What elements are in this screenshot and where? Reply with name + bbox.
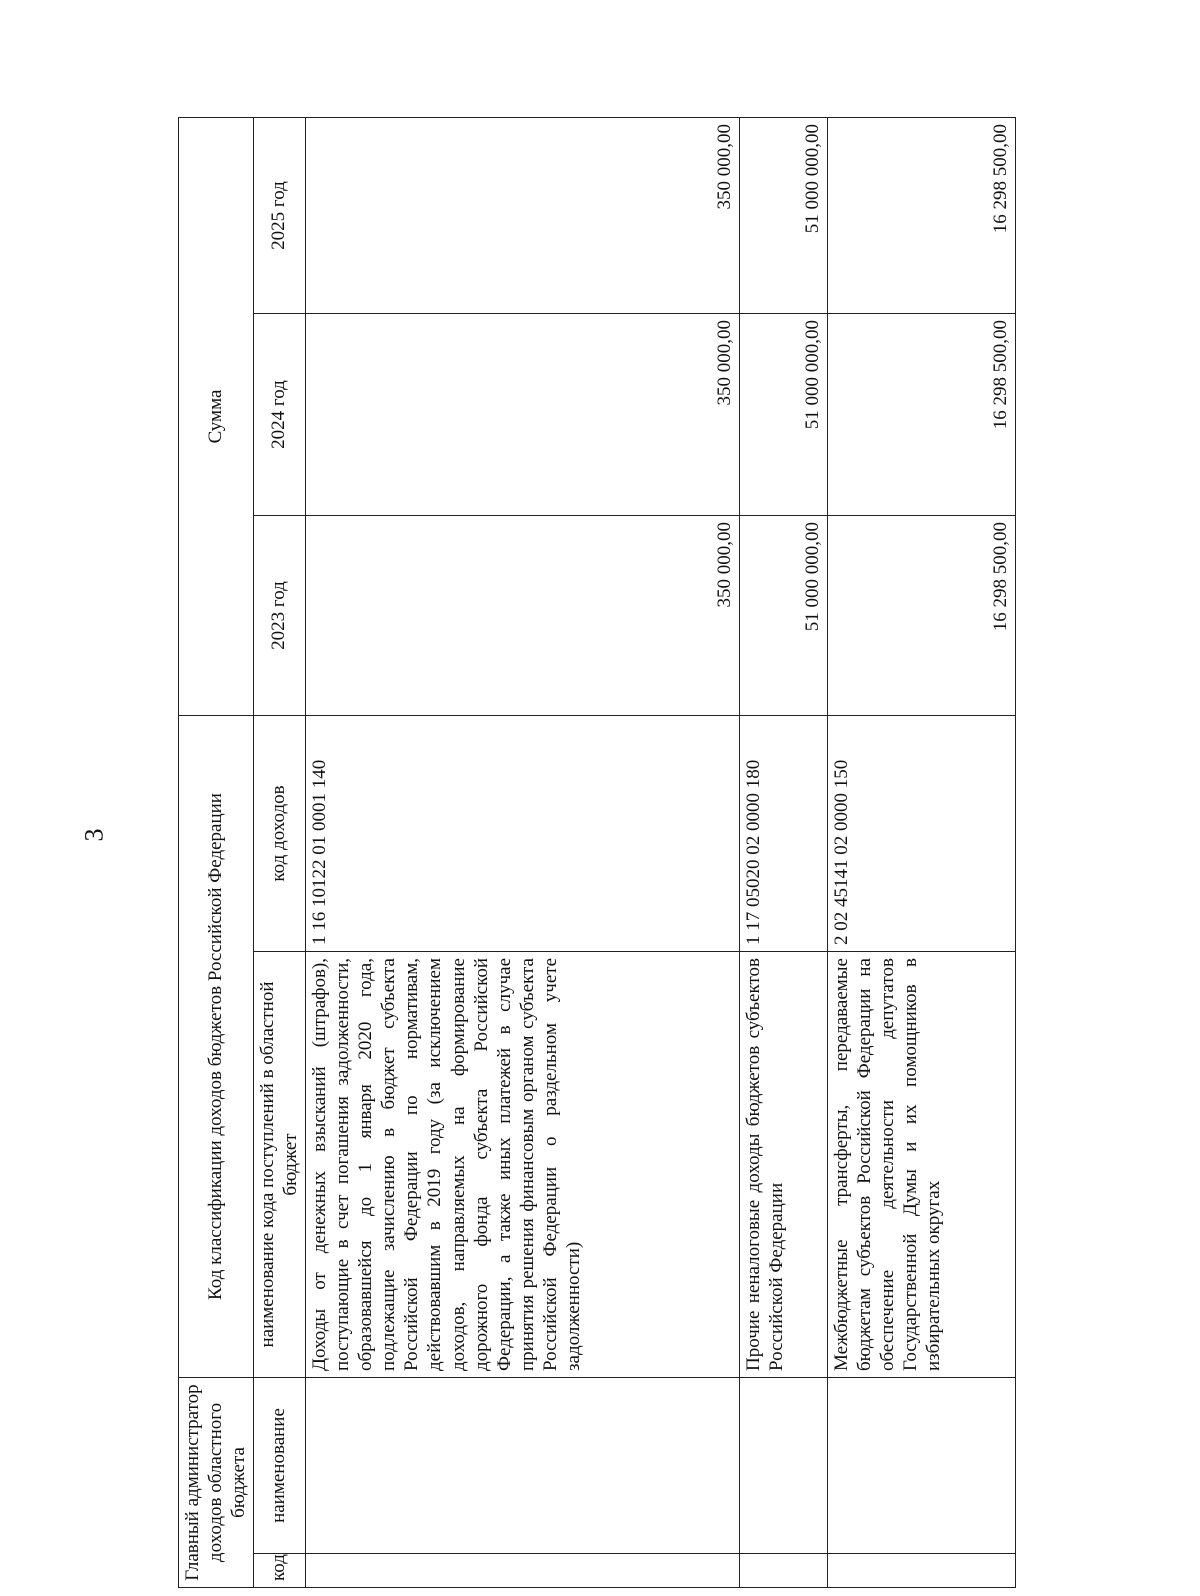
cell-sum-2025: 51 000 000,00 (739, 117, 827, 313)
cell-admin-code (305, 1554, 739, 1588)
cell-admin-code (739, 1554, 827, 1588)
header-income-name: наименование кода поступлений в областной бюджет (253, 952, 305, 1378)
table-frame (178, 118, 1012, 1588)
header-year-2025: 2025 год (253, 117, 305, 313)
cell-sum-2023: 51 000 000,00 (739, 516, 827, 716)
header-admin-code: код (253, 1554, 305, 1588)
header-year-2024: 2024 год (253, 314, 305, 516)
header-classification-group: Код классификации доходов бюджетов Российской Федерации (179, 716, 254, 1378)
header-admin-name: наименование (253, 1378, 305, 1554)
cell-income-code: 1 17 05020 02 0000 180 (739, 716, 827, 952)
table-row (827, 117, 1015, 1587)
table-row (305, 117, 739, 1587)
revenue-classification-table (178, 117, 1016, 1588)
cell-income-code: 2 02 45141 02 0000 150 (827, 716, 1015, 952)
cell-income-name: Межбюджетные трансферты, передаваемые бюджетам субъектов Российской Федерации на обеспечение деятельности депутатов Государственной Думы и их помощников в избирательных округах (827, 952, 1015, 1378)
cell-sum-2025: 350 000,00 (305, 117, 739, 313)
page-number: 3 (79, 828, 109, 842)
cell-sum-2024: 350 000,00 (305, 314, 739, 516)
cell-sum-2024: 51 000 000,00 (739, 314, 827, 516)
cell-income-code: 1 16 10122 01 0001 140 (305, 716, 739, 952)
cell-sum-2025: 16 298 500,00 (827, 117, 1015, 313)
header-sum-group: Сумма (179, 117, 254, 715)
cell-admin-name (305, 1378, 739, 1554)
cell-sum-2024: 16 298 500,00 (827, 314, 1015, 516)
rotated-table-wrapper (178, 118, 1012, 1588)
cell-sum-2023: 16 298 500,00 (827, 516, 1015, 716)
cell-admin-code (827, 1554, 1015, 1588)
table-row (739, 117, 827, 1587)
header-income-code: код доходов (253, 716, 305, 952)
cell-sum-2023: 350 000,00 (305, 516, 739, 716)
header-year-2023: 2023 год (253, 516, 305, 716)
cell-admin-name (739, 1378, 827, 1554)
cell-admin-name (827, 1378, 1015, 1554)
header-admin-group: Главный администратор доходов областного бюджета (179, 1378, 254, 1588)
cell-income-name: Прочие неналоговые доходы бюджетов субъектов Российской Федерации (739, 952, 827, 1378)
cell-income-name: Доходы от денежных взысканий (штрафов), поступающие в счет погашения задолженности, образовавшейся до 1 января 2020 года, подлежащие зачислению в бюджет субъекта Российской Федерации по нормативам, действовавшим в 2019 году (за исключением доходов, направляемых на формирование дорожного фонда субъекта Российской Федерации, а также иных платежей в случае принятия решения финансовым органом субъекта Российской Федерации о раздельном учете задолженности) (305, 952, 739, 1378)
